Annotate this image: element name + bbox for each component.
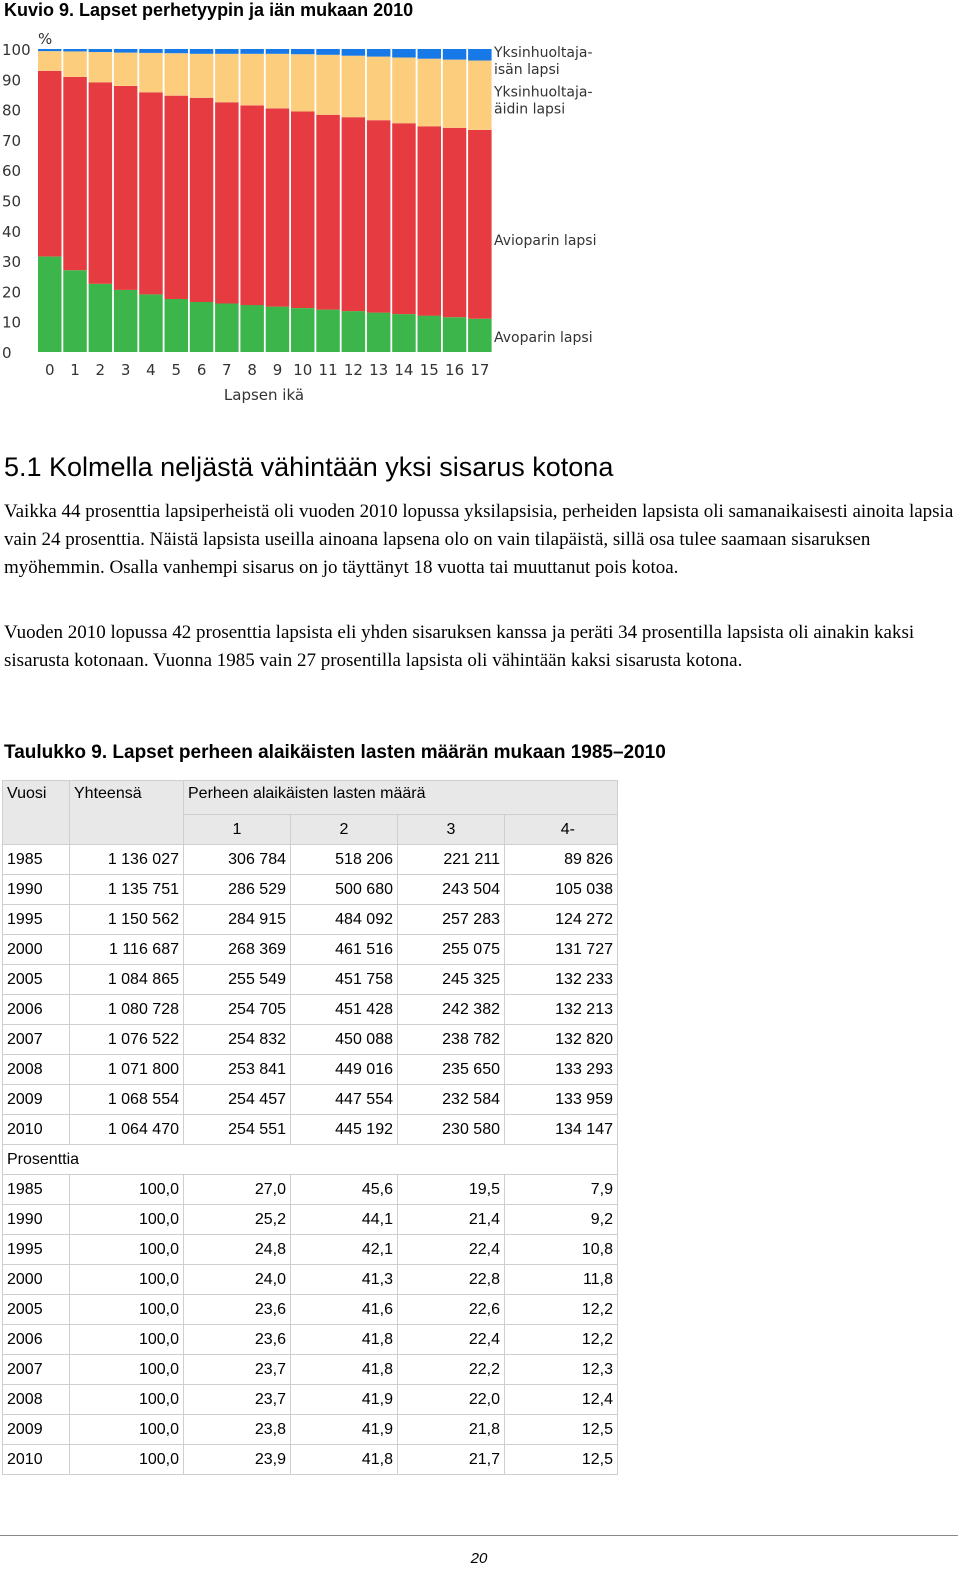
value-cell: 1 136 027 (70, 845, 184, 875)
bar-segment (190, 98, 214, 302)
table-row (3, 1025, 618, 1055)
legend-label: Avioparin lapsi (494, 232, 597, 249)
value-cell: 45,6 (291, 1175, 398, 1205)
x-tick-label: 10 (293, 361, 313, 379)
bar-segment (418, 59, 442, 127)
bar-segment (215, 54, 239, 103)
value-cell: 12,2 (505, 1325, 618, 1355)
value-cell: 100,0 (70, 1415, 184, 1445)
year-cell: 2006 (3, 995, 70, 1025)
table-row (3, 845, 618, 875)
legend-label: Avoparin lapsi (494, 329, 593, 346)
bar-segment (38, 71, 62, 257)
bar-segment (139, 92, 163, 294)
value-cell: 242 382 (398, 995, 505, 1025)
bar-segment (342, 56, 366, 117)
y-tick-label: 100 (2, 41, 31, 59)
value-cell: 306 784 (184, 845, 291, 875)
percent-table-row (3, 1235, 618, 1265)
value-cell: 449 016 (291, 1055, 398, 1085)
bar-segment (165, 96, 189, 299)
value-cell: 132 820 (505, 1025, 618, 1055)
x-tick-label: 9 (272, 361, 283, 379)
value-cell: 132 213 (505, 995, 618, 1025)
bar-segment (367, 313, 391, 352)
value-cell: 461 516 (291, 935, 398, 965)
percent-table-row (3, 1295, 618, 1325)
bar-segment (392, 58, 416, 124)
stacked-bar-chart (0, 26, 620, 412)
value-cell: 134 147 (505, 1115, 618, 1145)
value-cell: 232 584 (398, 1085, 505, 1115)
bar-segment (291, 54, 315, 111)
value-cell: 7,9 (505, 1175, 618, 1205)
value-cell: 254 457 (184, 1085, 291, 1115)
value-cell: 23,9 (184, 1445, 291, 1475)
y-tick-label: 0 (2, 344, 12, 362)
table-row (3, 995, 618, 1025)
header-children-count: Perheen alaikäisten lasten määrä (184, 781, 618, 815)
bar-segment (165, 49, 189, 53)
value-cell: 12,4 (505, 1385, 618, 1415)
bar-segment (342, 49, 366, 56)
bar-segment (114, 290, 137, 352)
value-cell: 41,8 (291, 1355, 398, 1385)
value-cell: 24,0 (184, 1265, 291, 1295)
table-title: Taulukko 9. Lapset perheen alaikäisten lasten määrän mukaan 1985–2010 (4, 742, 666, 763)
value-cell: 23,7 (184, 1385, 291, 1415)
bar-segment (443, 317, 467, 352)
x-axis-ticks (45, 361, 489, 379)
table-row (3, 1055, 618, 1085)
value-cell: 41,9 (291, 1385, 398, 1415)
value-cell: 100,0 (70, 1235, 184, 1265)
value-cell: 27,0 (184, 1175, 291, 1205)
bar-segment (165, 53, 189, 95)
header-sub-4-plus: 4- (505, 815, 618, 845)
bar-segment (89, 82, 113, 283)
year-cell: 2010 (3, 1115, 70, 1145)
bar-segment (342, 117, 366, 311)
value-cell: 1 076 522 (70, 1025, 184, 1055)
chart-bars (38, 49, 492, 352)
header-sub-1: 1 (184, 815, 291, 845)
value-cell: 21,8 (398, 1415, 505, 1445)
legend-label: Yksinhuoltaja-äidin lapsi (494, 84, 593, 118)
bar-segment (114, 53, 137, 86)
value-cell: 254 832 (184, 1025, 291, 1055)
x-tick-label: 2 (95, 361, 106, 379)
x-tick-label: 12 (343, 361, 363, 379)
x-tick-label: 16 (445, 361, 465, 379)
value-cell: 100,0 (70, 1325, 184, 1355)
bar-segment (468, 130, 492, 319)
year-cell: 1995 (3, 905, 70, 935)
header-sub-3: 3 (398, 815, 505, 845)
value-cell: 230 580 (398, 1115, 505, 1145)
value-cell: 12,5 (505, 1445, 618, 1475)
value-cell: 132 233 (505, 965, 618, 995)
value-cell: 21,4 (398, 1205, 505, 1235)
bar-segment (443, 128, 467, 317)
x-tick-label: 11 (318, 361, 338, 379)
children-by-family-size-table (2, 780, 618, 1475)
y-axis-unit-label: % (38, 30, 53, 48)
y-tick-label: 50 (2, 192, 22, 211)
value-cell: 12,2 (505, 1295, 618, 1325)
bar-segment (468, 61, 492, 130)
value-cell: 10,8 (505, 1235, 618, 1265)
value-cell: 41,8 (291, 1325, 398, 1355)
value-cell: 133 959 (505, 1085, 618, 1115)
value-cell: 105 038 (505, 875, 618, 905)
value-cell: 100,0 (70, 1205, 184, 1235)
value-cell: 257 283 (398, 905, 505, 935)
value-cell: 22,6 (398, 1295, 505, 1325)
value-cell: 22,8 (398, 1265, 505, 1295)
value-cell: 451 428 (291, 995, 398, 1025)
bar-segment (114, 49, 137, 53)
y-tick-label: 30 (2, 253, 22, 272)
bar-segment (342, 311, 366, 352)
footer-divider (0, 1535, 958, 1536)
bar-segment (240, 105, 264, 305)
value-cell: 1 080 728 (70, 995, 184, 1025)
value-cell: 25,2 (184, 1205, 291, 1235)
body-paragraph-2: Vuoden 2010 lopussa 42 prosenttia lapsista eli yhden sisaruksen kanssa ja peräti 34 prosentilla lapsista oli ainakin kaksi sisarusta kotonaan. Vuonna 1985 vain 27 prosentilla lapsista oli vähintään kaksi sisarusta kotona. (4, 622, 915, 671)
bar-segment (418, 126, 442, 315)
value-cell: 447 554 (291, 1085, 398, 1115)
table-row (3, 1115, 618, 1145)
value-cell: 11,8 (505, 1265, 618, 1295)
value-cell: 89 826 (505, 845, 618, 875)
bar-segment (63, 49, 87, 51)
bar-segment (63, 51, 87, 77)
year-cell: 2007 (3, 1025, 70, 1055)
x-tick-label: 14 (394, 361, 414, 379)
x-tick-label: 15 (419, 361, 439, 379)
bar-segment (89, 284, 113, 352)
bar-segment (316, 115, 340, 310)
bar-segment (266, 54, 290, 109)
value-cell: 1 064 470 (70, 1115, 184, 1145)
bar-segment (139, 49, 163, 53)
y-tick-label: 60 (2, 162, 22, 181)
bar-segment (215, 49, 239, 54)
bar-segment (240, 305, 264, 352)
value-cell: 243 504 (398, 875, 505, 905)
value-cell: 22,4 (398, 1235, 505, 1265)
bar-segment (63, 77, 87, 270)
value-cell: 1 116 687 (70, 935, 184, 965)
x-tick-label: 8 (247, 361, 257, 379)
value-cell: 1 068 554 (70, 1085, 184, 1115)
bar-segment (266, 307, 290, 352)
bar-segment (418, 49, 442, 59)
value-cell: 1 135 751 (70, 875, 184, 905)
x-tick-label: 7 (222, 361, 232, 379)
table-row (3, 1085, 618, 1115)
bar-segment (266, 108, 290, 306)
value-cell: 245 325 (398, 965, 505, 995)
value-cell: 41,8 (291, 1445, 398, 1475)
value-cell: 1 150 562 (70, 905, 184, 935)
value-cell: 254 551 (184, 1115, 291, 1145)
value-cell: 22,4 (398, 1325, 505, 1355)
bar-segment (139, 53, 163, 92)
table-row (3, 875, 618, 905)
year-cell: 2010 (3, 1445, 70, 1475)
value-cell: 131 727 (505, 935, 618, 965)
x-tick-label: 5 (171, 361, 182, 379)
value-cell: 1 071 800 (70, 1055, 184, 1085)
value-cell: 23,6 (184, 1295, 291, 1325)
bar-segment (266, 49, 290, 54)
bar-segment (316, 310, 340, 352)
year-cell: 1995 (3, 1235, 70, 1265)
value-cell: 100,0 (70, 1295, 184, 1325)
bar-segment (392, 314, 416, 352)
year-cell: 2000 (3, 1265, 70, 1295)
bar-segment (468, 49, 492, 61)
value-cell: 484 092 (291, 905, 398, 935)
x-tick-label: 6 (196, 361, 207, 379)
bar-segment (89, 52, 113, 82)
bar-segment (468, 319, 492, 352)
percent-table-row (3, 1175, 618, 1205)
bar-segment (316, 55, 340, 115)
value-cell: 100,0 (70, 1175, 184, 1205)
value-cell: 100,0 (70, 1355, 184, 1385)
table-body-percent (3, 1175, 618, 1475)
value-cell: 42,1 (291, 1235, 398, 1265)
bar-segment (367, 57, 391, 121)
y-tick-label: 20 (2, 283, 22, 302)
value-cell: 286 529 (184, 875, 291, 905)
table-row (3, 935, 618, 965)
value-cell: 12,3 (505, 1355, 618, 1385)
value-cell: 133 293 (505, 1055, 618, 1085)
y-tick-label: 40 (2, 222, 22, 241)
header-total: Yhteensä (70, 781, 184, 845)
value-cell: 445 192 (291, 1115, 398, 1145)
value-cell: 23,6 (184, 1325, 291, 1355)
bar-segment (63, 270, 87, 352)
bar-segment (190, 49, 214, 54)
value-cell: 12,5 (505, 1415, 618, 1445)
bar-segment (215, 304, 239, 353)
y-tick-label: 90 (2, 71, 22, 90)
bar-segment (367, 120, 391, 312)
value-cell: 19,5 (398, 1175, 505, 1205)
value-cell: 1 084 865 (70, 965, 184, 995)
bar-segment (367, 49, 391, 57)
x-tick-label: 3 (120, 361, 131, 379)
percent-table-row (3, 1205, 618, 1235)
bar-segment (418, 316, 442, 352)
value-cell: 22,0 (398, 1385, 505, 1415)
bar-segment (38, 257, 62, 352)
section-heading: 5.1 Kolmella neljästä vähintään yksi sisarus kotona (4, 452, 614, 482)
percent-section-row (3, 1145, 618, 1175)
x-tick-label: 17 (470, 361, 490, 379)
percent-table-row (3, 1445, 618, 1475)
y-tick-label: 70 (2, 131, 22, 150)
value-cell: 100,0 (70, 1265, 184, 1295)
bar-segment (291, 49, 315, 54)
year-cell: 1985 (3, 845, 70, 875)
value-cell: 254 705 (184, 995, 291, 1025)
year-cell: 1990 (3, 1205, 70, 1235)
year-cell: 2006 (3, 1325, 70, 1355)
value-cell: 450 088 (291, 1025, 398, 1055)
bar-segment (392, 49, 416, 58)
value-cell: 451 758 (291, 965, 398, 995)
value-cell: 41,3 (291, 1265, 398, 1295)
percent-table-row (3, 1355, 618, 1385)
bar-segment (215, 102, 239, 303)
bar-segment (139, 294, 163, 352)
x-axis-label: Lapsen ikä (223, 386, 305, 404)
value-cell: 268 369 (184, 935, 291, 965)
x-tick-label: 0 (45, 361, 55, 379)
y-tick-label: 80 (2, 101, 22, 120)
body-paragraph-1: Vaikka 44 prosenttia lapsiperheistä oli vuoden 2010 lopussa yksilapsisia, perheiden lapsista oli samanaikaisesti ainoita lapsia vain 24 prosenttia. Näistä lapsista useilla ainoana lapsena olo on vain tilapäistä, sillä osa tulee saamaan sisaruksen myöhemmin. Osalla vanhempi sisarus on jo täyttänyt 18 vuotta tai muuttanut pois kotoa. (4, 501, 954, 578)
page-number: 20 (470, 1550, 488, 1567)
value-cell: 238 782 (398, 1025, 505, 1055)
x-tick-label: 4 (146, 361, 156, 379)
bar-segment (443, 49, 467, 60)
year-cell: 2008 (3, 1055, 70, 1085)
value-cell: 44,1 (291, 1205, 398, 1235)
value-cell: 255 075 (398, 935, 505, 965)
value-cell: 221 211 (398, 845, 505, 875)
value-cell: 41,9 (291, 1415, 398, 1445)
value-cell: 9,2 (505, 1205, 618, 1235)
year-cell: 2005 (3, 1295, 70, 1325)
value-cell: 23,7 (184, 1355, 291, 1385)
year-cell: 2009 (3, 1085, 70, 1115)
table-percent-section (3, 1145, 618, 1175)
value-cell: 284 915 (184, 905, 291, 935)
bar-segment (190, 54, 214, 98)
year-cell: 2005 (3, 965, 70, 995)
value-cell: 124 272 (505, 905, 618, 935)
percent-table-row (3, 1325, 618, 1355)
bar-segment (114, 86, 137, 290)
y-tick-label: 10 (2, 313, 22, 332)
value-cell: 100,0 (70, 1385, 184, 1415)
value-cell: 24,8 (184, 1235, 291, 1265)
year-cell: 1985 (3, 1175, 70, 1205)
value-cell: 235 650 (398, 1055, 505, 1085)
chart-legend (493, 45, 596, 346)
table-header (3, 781, 618, 845)
x-tick-label: 1 (70, 361, 80, 379)
bar-segment (291, 111, 315, 308)
legend-label: Yksinhuoltaja-isän lapsi (494, 45, 593, 79)
value-cell: 253 841 (184, 1055, 291, 1085)
bar-segment (291, 308, 315, 352)
value-cell: 100,0 (70, 1445, 184, 1475)
percent-section-label: Prosenttia (3, 1145, 618, 1175)
year-cell: 2009 (3, 1415, 70, 1445)
bar-segment (38, 51, 62, 71)
table-row (3, 965, 618, 995)
year-cell: 2007 (3, 1355, 70, 1385)
bar-segment (89, 49, 113, 52)
value-cell: 22,2 (398, 1355, 505, 1385)
value-cell: 518 206 (291, 845, 398, 875)
year-cell: 2000 (3, 935, 70, 965)
value-cell: 41,6 (291, 1295, 398, 1325)
x-tick-label: 13 (369, 361, 389, 379)
bar-segment (240, 54, 264, 106)
header-sub-2: 2 (291, 815, 398, 845)
bar-segment (392, 123, 416, 314)
value-cell: 23,8 (184, 1415, 291, 1445)
bar-segment (316, 49, 340, 55)
bar-segment (240, 49, 264, 54)
y-axis-ticks (2, 41, 31, 362)
table-body-counts (3, 845, 618, 1145)
bar-segment (443, 60, 467, 128)
value-cell: 500 680 (291, 875, 398, 905)
header-year: Vuosi (3, 781, 70, 845)
percent-table-row (3, 1265, 618, 1295)
bar-segment (190, 302, 214, 352)
value-cell: 255 549 (184, 965, 291, 995)
percent-table-row (3, 1385, 618, 1415)
value-cell: 21,7 (398, 1445, 505, 1475)
year-cell: 2008 (3, 1385, 70, 1415)
percent-table-row (3, 1415, 618, 1445)
figure-title: Kuvio 9. Lapset perhetyypin ja iän mukaan 2010 (4, 0, 414, 20)
table-row (3, 905, 618, 935)
bar-segment (38, 49, 62, 51)
bar-segment (165, 299, 189, 352)
year-cell: 1990 (3, 875, 70, 905)
